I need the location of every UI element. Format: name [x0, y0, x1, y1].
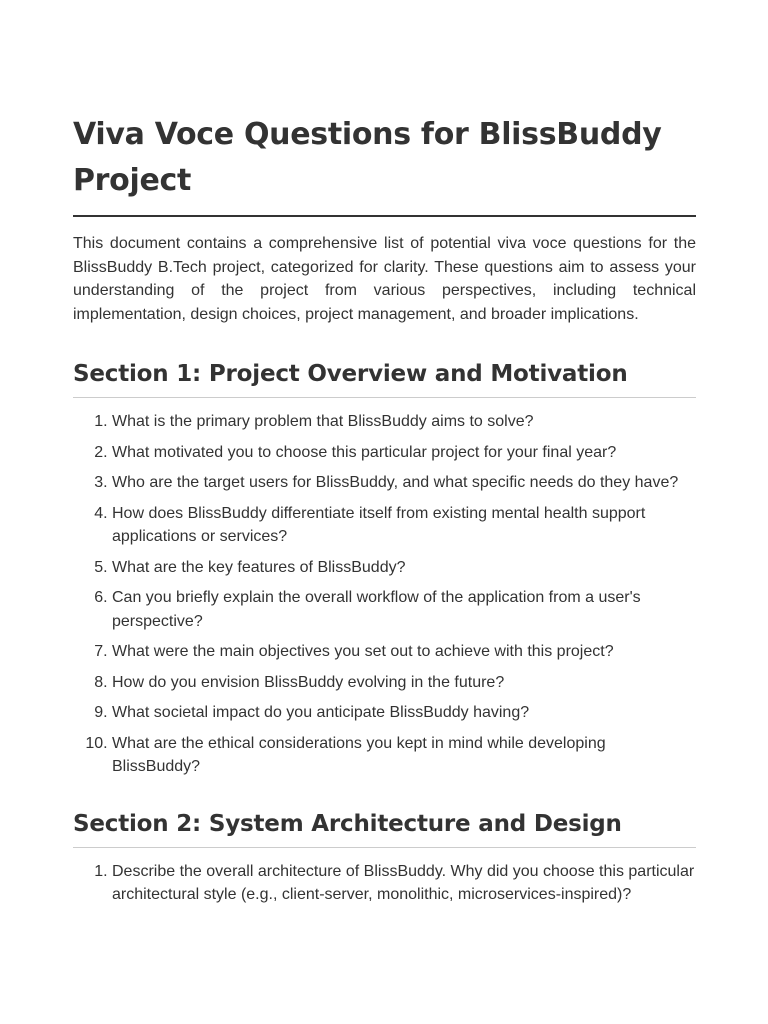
list-item: 7. What were the main objectives you set out to achieve with this project?	[112, 640, 696, 664]
section-2-heading: Section 2: System Architecture and Design	[73, 809, 696, 848]
section-1-question-list	[73, 410, 696, 779]
section-2-question-list	[73, 860, 696, 907]
list-item: 8. How do you envision BlissBuddy evolving in the future?	[112, 671, 696, 695]
list-item: 4. How does BlissBuddy differentiate itself from existing mental health support applications or services?	[112, 502, 696, 549]
intro-paragraph: This document contains a comprehensive list of potential viva voce questions for the BlissBuddy B.Tech project, categorized for clarity. These questions aim to assess your understanding of the project from various perspectives, including technical implementation, design choices, project management, and broader implications.	[73, 235, 696, 323]
list-item: 3. Who are the target users for BlissBuddy, and what specific needs do they have?	[112, 471, 696, 495]
page-title: Viva Voce Questions for BlissBuddy Project	[73, 112, 696, 217]
list-item: 1. Describe the overall architecture of BlissBuddy. Why did you choose this particular architectural style (e.g., client-server, monolithic, microservices-inspired)?	[112, 860, 696, 907]
section-1-heading: Section 1: Project Overview and Motivation	[73, 359, 696, 398]
list-item: 9. What societal impact do you anticipate BlissBuddy having?	[112, 701, 696, 725]
list-item: 2. What motivated you to choose this particular project for your final year?	[112, 441, 696, 465]
list-item: 1. What is the primary problem that BlissBuddy aims to solve?	[112, 410, 696, 434]
list-item: 10. What are the ethical considerations you kept in mind while developing BlissBuddy?	[112, 732, 696, 779]
document-page	[73, 112, 696, 914]
list-item: 5. What are the key features of BlissBuddy?	[112, 556, 696, 580]
list-item: 6. Can you briefly explain the overall workflow of the application from a user's perspective?	[112, 586, 696, 633]
